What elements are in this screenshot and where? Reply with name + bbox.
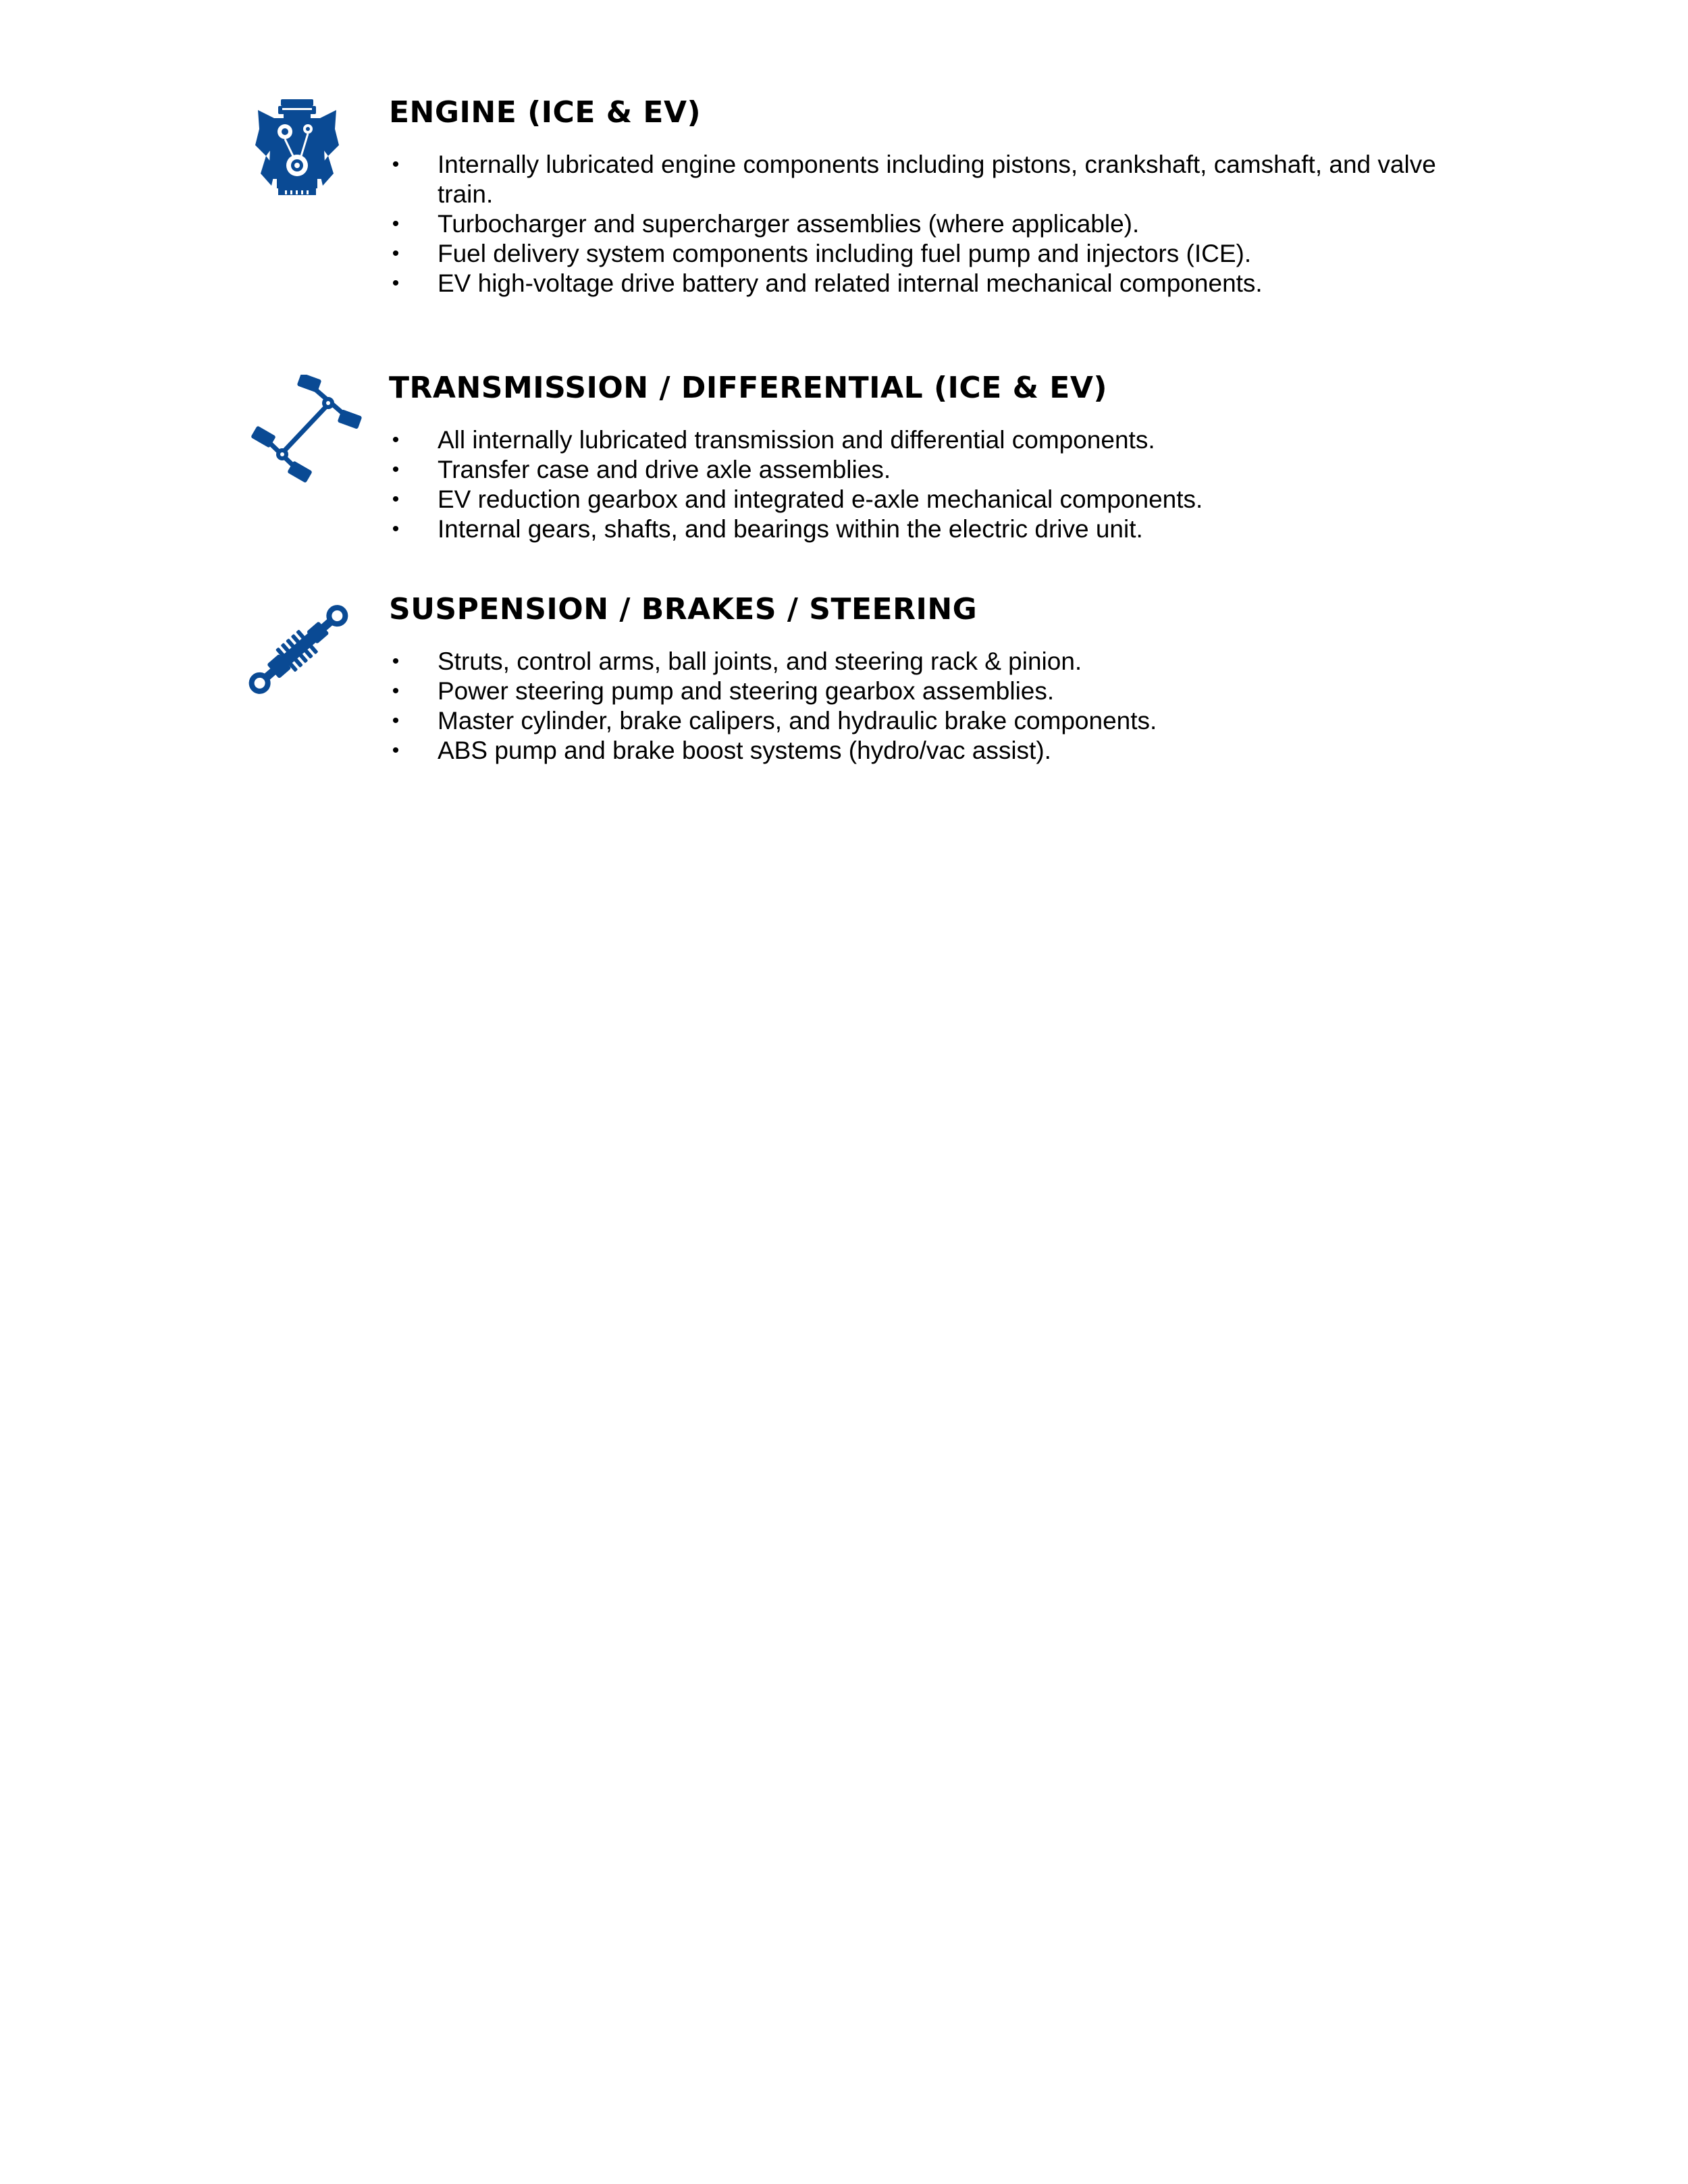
list-item — [389, 514, 1442, 544]
section-heading: ENGINE (ICE & EV) — [389, 95, 702, 130]
list-item-text: Transfer case and drive axle assemblies. — [438, 456, 891, 483]
section-heading: TRANSMISSION / DIFFERENTIAL (ICE & EV) — [389, 371, 1107, 405]
bullet-marker: • — [392, 242, 400, 265]
list-item — [389, 239, 1442, 269]
list-item — [389, 425, 1442, 455]
bullet-marker: • — [392, 739, 400, 762]
engine-icon — [251, 98, 343, 201]
list-item-text: Internally lubricated engine components including pistons, crankshaft, camshaft, and valve train. — [438, 151, 1436, 208]
list-item-text: All internally lubricated transmission and differential components. — [438, 426, 1155, 454]
list-item-text: EV reduction gearbox and integrated e-axle mechanical components. — [438, 485, 1203, 513]
list-item-text: Power steering pump and steering gearbox assemblies. — [438, 677, 1055, 705]
list-item — [389, 706, 1442, 736]
list-item-text: EV high-voltage drive battery and related internal mechanical components. — [438, 269, 1263, 297]
shock-absorber-icon — [240, 594, 357, 705]
bullet-marker: • — [392, 272, 400, 294]
list-item — [389, 455, 1442, 485]
list-item — [389, 676, 1442, 706]
list-item — [389, 150, 1442, 209]
bullet-marker: • — [392, 213, 400, 235]
bullet-marker: • — [392, 429, 400, 451]
bullet-marker: • — [392, 710, 400, 732]
list-item-text: Fuel delivery system components including fuel pump and injectors (ICE). — [438, 240, 1252, 267]
bullet-list — [389, 150, 1442, 298]
list-item-text: ABS pump and brake boost systems (hydro/vac assist). — [438, 737, 1051, 764]
bullet-marker: • — [392, 458, 400, 481]
bullet-list — [389, 425, 1442, 544]
section-heading: SUSPENSION / BRAKES / STEERING — [389, 592, 978, 627]
list-item-text: Master cylinder, brake calipers, and hydraulic brake components. — [438, 707, 1157, 735]
list-item-text: Struts, control arms, ball joints, and steering rack & pinion. — [438, 647, 1082, 675]
list-item — [389, 209, 1442, 239]
drivetrain-axle-icon — [251, 375, 367, 484]
bullet-marker: • — [392, 153, 400, 176]
list-item — [389, 485, 1442, 514]
bullet-marker: • — [392, 518, 400, 540]
list-item-text: Turbocharger and supercharger assemblies (where applicable). — [438, 210, 1140, 238]
list-item — [389, 269, 1442, 298]
list-item-text: Internal gears, shafts, and bearings within the electric drive unit. — [438, 515, 1143, 543]
bullet-marker: • — [392, 680, 400, 702]
bullet-marker: • — [392, 650, 400, 672]
list-item — [389, 736, 1442, 766]
bullet-list — [389, 647, 1442, 766]
list-item — [389, 647, 1442, 676]
bullet-marker: • — [392, 488, 400, 510]
